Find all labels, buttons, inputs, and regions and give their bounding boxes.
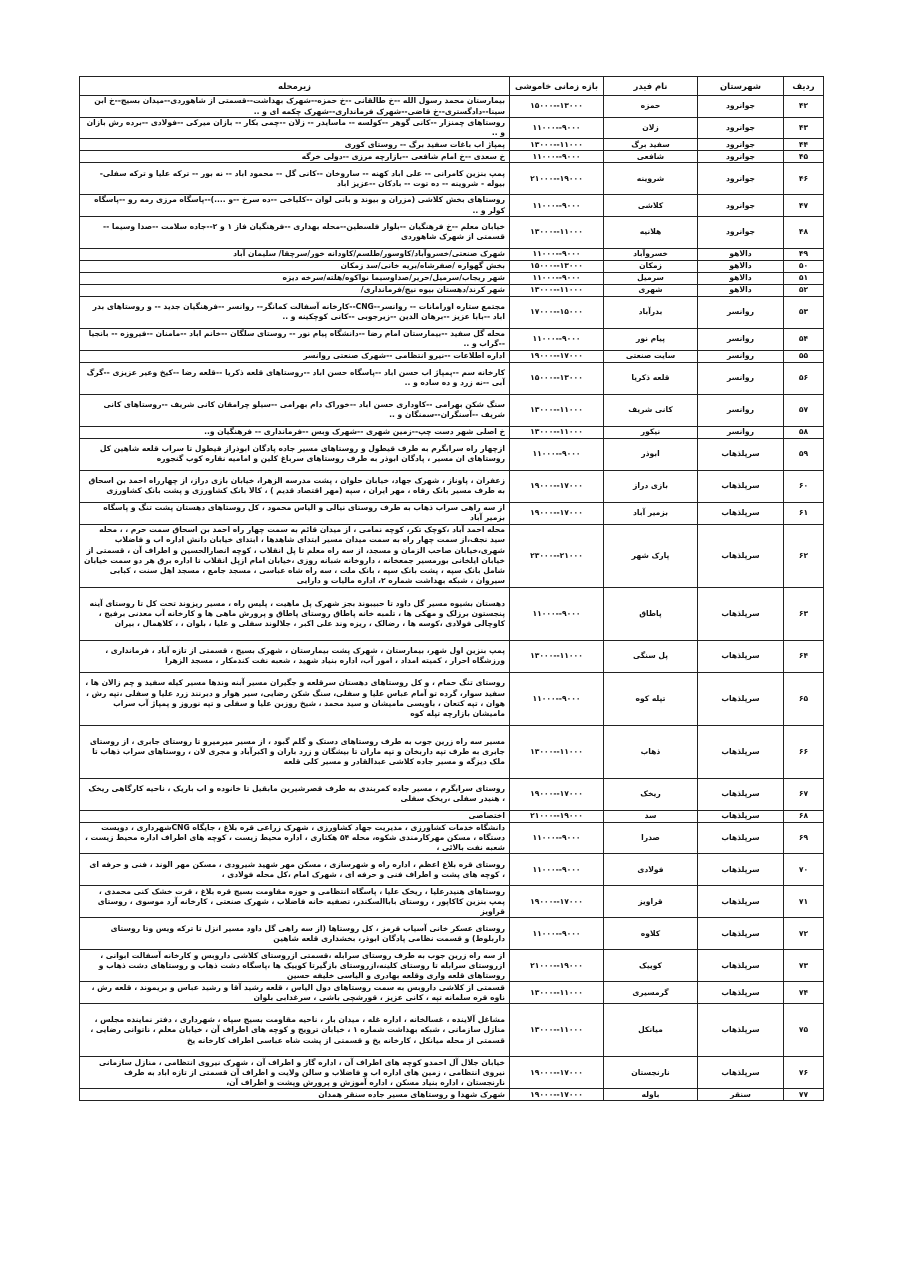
city-cell: سرپلذهاب [698, 918, 784, 950]
feeder-cell: سد [604, 810, 698, 822]
row-number: ۷۳ [784, 950, 824, 982]
city-cell: سرپلذهاب [698, 502, 784, 524]
zone-cell: روستای قره بلاغ اعظم ، اداره راه و شهرسازی ، مسکن مهر شهید شیرودی ، مسکن مهر الوند ، فنی و حرفه ای ، کوچه های پشت و اطراف فنی و حرفه ای ، شهرک امام ،کل محله فولادی ، [80, 854, 510, 886]
city-cell: جوانرود [698, 151, 784, 163]
city-cell: سرپلذهاب [698, 587, 784, 640]
feeder-cell: سفید برگ [604, 139, 698, 151]
time-range-cell: ۹۰۰۰--۱۱۰۰۰ [510, 118, 604, 139]
table-row [80, 284, 824, 296]
city-cell: سرپلذهاب [698, 810, 784, 822]
time-range-cell: ۱۱۰۰۰--۱۳۰۰۰ [510, 1004, 604, 1057]
row-number: ۵۵ [784, 350, 824, 362]
row-number: ۵۳ [784, 296, 824, 328]
row-number: ۷۱ [784, 886, 824, 918]
row-number: ۶۹ [784, 822, 824, 854]
zone-cell: سنگ شکن بهرامی --کاوداری حسن اباد --خوراک دام بهرامی --سیلو چرامقان کانی شریف --روستاهای کانی شریف --آسنگران--سمنگان و .. [80, 394, 510, 426]
row-number: ۴۲ [784, 96, 824, 118]
zone-cell: شهرک صنعتی/خسروآباد/کاوسور/طلسم/کاودانه خور/سرچقا/ سلیمان آباد [80, 248, 510, 260]
table-row [80, 438, 824, 470]
row-number: ۶۴ [784, 640, 824, 672]
zone-cell: اداره اطلاعات --نیرو انتظامی --شهرک صنعتی روانسر [80, 350, 510, 362]
feeder-cell: باوله [604, 1089, 698, 1101]
zone-cell: خیابان معلم --خ فرهنگیان --بلوار فلسطین--محله بهداری --فرهنگیان فاز ۱ و ۲--جاده سلامت --صدا وسیما --قسمتی از شهرک شاهوردی [80, 216, 510, 248]
row-number: ۵۷ [784, 394, 824, 426]
feeder-cell: زمکان [604, 260, 698, 272]
header-radif: ردیف [784, 77, 824, 96]
table-row [80, 810, 824, 822]
row-number: ۴۷ [784, 195, 824, 216]
time-range-cell: ۹۰۰۰--۱۱۰۰۰ [510, 195, 604, 216]
table-row [80, 918, 824, 950]
time-range-cell: ۱۱۰۰۰--۱۳۰۰۰ [510, 640, 604, 672]
city-cell: سرپلذهاب [698, 725, 784, 778]
zone-cell: محله احمد آباد ،کوچک تکر، کوچه نمامی ، از میدان قائم به سمت چهار راه احمد بن اسحاق سمت حرم ، ، محله سید نجف،از سمت چهار راه به سمت میدان مسیر ابتدای شاهدها ، ابتدای خیابان دانش اداره اب و فاضلاب شهری،خیابان صاحب الزمان و مسجد، از سه راه معلم تا پل انقلاب ، کوچه انصارالحسین و اطراف آن ، قسمتی از خیابان ایلخانی بورمسیر جمعخانه ، داروخانه شبانه روزی ،خیابان امام ازپل انقلاب تا اداره برق هر دو سمت خیابان شامل بانک سپه ، پشت بانک سپه ، بانک ملت ، سه راه شاه عباسی ، مسجد جامع ، مسجد اهل سنت ، کبابی سیروان ، شبکه بهداشت شماره ۲، اداره مالیات و دارایی [80, 524, 510, 587]
table-row [80, 350, 824, 362]
time-range-cell: ۹۰۰۰--۱۱۰۰۰ [510, 672, 604, 725]
row-number: ۴۴ [784, 139, 824, 151]
table-row [80, 260, 824, 272]
row-number: ۷۴ [784, 982, 824, 1004]
row-number: ۴۳ [784, 118, 824, 139]
table-row [80, 502, 824, 524]
feeder-cell: هلانیه [604, 216, 698, 248]
time-range-cell: ۹۰۰۰--۱۱۰۰۰ [510, 151, 604, 163]
table-row [80, 470, 824, 502]
header-feeder: نام فیدر [604, 77, 698, 96]
time-range-cell: ۱۱۰۰۰--۱۳۰۰۰ [510, 725, 604, 778]
row-number: ۵۸ [784, 426, 824, 438]
zone-cell: دهستان بشیوه مسیر گل داود تا حبیبوند بجز شهرک پل ماهیت ، پلیس راه ، مسیر ریزوند تحت کل تا روستای آینه پنجستون برزلک و مهکی ها ، تلمبه خانه پاطاق روستای پاطاق و پرورش ماهی ها و کارخانه آب معدنی برفیج ، کاوچالی فولادی ،کوسه ها ، رضالک ، ریزه وند علی اکبر ، جلالوند سفلی و علیا ، بلوان ، ، کلاهمال ، بیران [80, 587, 510, 640]
zone-cell: از سه راهی سراب ذهاب به طرف روستای نیالی و الیاس محمود ، کل روستاهای دهستان پشت تنگ و پاسگاه بزمیر آباد [80, 502, 510, 524]
header-row [80, 77, 824, 96]
city-cell: سرپلذهاب [698, 1004, 784, 1057]
feeder-cell: کانی شریف [604, 394, 698, 426]
feeder-cell: صدرا [604, 822, 698, 854]
zone-cell: قسمتی از کلاشی داروبس به سمت روستاهای دول الیاس ، قلعه رشید آقا و رشید عباس و بریموند ، قلعه رش ، ناوه قره سلمانه تپه ، کانی عزیز ، قورشچی باشی ، سرغدابی بلوان [80, 982, 510, 1004]
table-row [80, 950, 824, 982]
zone-cell: دانشگاه خدمات کشاورزی ، مدیریت جهاد کشاورزی ، شهرک زراعی قره بلاغ ، جایگاه CNGشهرداری ، دویست دستگاه ، مسکن مهرکارمندی شکوه، محله ۵۴ هکتاری ، اداره محیط زیست ، کوچه های اطراف اداره محیط زیست ، شعبه نفت بالائی ، [80, 822, 510, 854]
feeder-cell: نیکور [604, 426, 698, 438]
feeder-cell: گرمسیری [604, 982, 698, 1004]
feeder-cell: بزمیر آباد [604, 502, 698, 524]
time-range-cell: ۹۰۰۰--۱۱۰۰۰ [510, 248, 604, 260]
feeder-cell: شروینه [604, 163, 698, 195]
zone-cell: مجتمع ستاره اورامانات -- روانسر--CNG--کارخانه آسفالت کمانگر-- روانسر --فرهنگیان جدید -- و روستاهای بدر اباد --بابا عزیز --برهان الدین --زیرجوبی --کانی کوچکینه و .. [80, 296, 510, 328]
table-row [80, 640, 824, 672]
zone-cell: از سه راه زرین جوب به طرف روستای سرابله ،قسمتی ازروستای کلاشی داروبس و کارخانه آسفالت ابوانی ، ازروستای سرابله تا روستای کلینه،ازروستای بازگیرتا کوییک ها ،پاسگاه دشت ذهاب و روستاهای دشت ذهاب و روستاهای قلعه واری وقلعه بهادری و الیاسی خلیفه حسین [80, 950, 510, 982]
time-range-cell: ۱۷۰۰۰--۱۹۰۰۰ [510, 470, 604, 502]
table-row [80, 524, 824, 587]
zone-cell: شهر ریجاب/سرمیل/حریر/صداوسیما نواکوه/هلته/سرخه دیزه [80, 272, 510, 284]
table-row [80, 822, 824, 854]
zone-cell: پمپاژ اب باغات سفید برگ -- روستای کوری [80, 139, 510, 151]
time-range-cell: ۱۷۰۰۰--۱۹۰۰۰ [510, 1089, 604, 1101]
zone-cell: ازچهار راه سرابگرم به طرف قیطول و روستاهای مسیر جاده پادگان ابوذراز قیطول تا سراب قلعه شاهین کل روستاهای ان مسیر ، پادگان ابوذر به طرف روستاهای سرباغ کلین و امامیه نقاره کوب گنجوره [80, 438, 510, 470]
time-range-cell: ۱۳۰۰۰--۱۵۰۰۰ [510, 260, 604, 272]
table-row [80, 394, 824, 426]
time-range-cell: ۱۷۰۰۰--۱۹۰۰۰ [510, 1057, 604, 1089]
zone-cell: بخش گهواره /صفرشاه/بریه خانی/سد زمکان [80, 260, 510, 272]
feeder-cell: سرمیل [604, 272, 698, 284]
zone-cell: خیابان جلال آل احمدو کوچه های اطراف آن ، اداره گاز و اطراف آن ، شهرک نیروی انتظامی ، منازل سازمانی نیروی انتظامی ، زمین های اداره اب و فاضلاب و سالن ولایت و اطراف آن قسمتی از تازه اباد به طرف نارنجستان ، اداره بنیاد مسکن ، اداره آموزش و پرورش وپشت و اطراف آن، [80, 1057, 510, 1089]
table-row [80, 248, 824, 260]
table-row [80, 163, 824, 195]
table-row [80, 362, 824, 394]
zone-cell: خ اصلی شهر دست چپ--زمین شهری --شهرک وبس --فرمانداری -- فرهنگیان و.. [80, 426, 510, 438]
zone-cell: اختصاصی [80, 810, 510, 822]
city-cell: جوانرود [698, 96, 784, 118]
zone-cell: مشاغل آلاینده ، غسالخانه ، اداره غله ، میدان بار ، ناحیه مقاومت بسیج سپاه ، شهرداری ، دفتر نماینده مجلس ، منازل سازمانی ، شبکه بهداشت شماره ۱ ، خیابان ترویج و کوچه های اطراف آن ، خیابان معلم ، ناتوانی رضایی ، قسمتی از محله میانکل ، کارخانه یخ و قسمتی از پشت شاه عباسی اطراف کارخانه یخ [80, 1004, 510, 1057]
time-range-cell: ۲۱۰۰۰--۲۳۰۰۰ [510, 524, 604, 587]
city-cell: روانسر [698, 426, 784, 438]
feeder-cell: بدرآباد [604, 296, 698, 328]
time-range-cell: ۱۱۰۰۰--۱۳۰۰۰ [510, 394, 604, 426]
feeder-cell: شهری [604, 284, 698, 296]
time-range-cell: ۱۱۰۰۰--۱۳۰۰۰ [510, 216, 604, 248]
zone-cell: روستاهای هنیدرعلیا ، ریخک علیا ، پاسگاه انتظامی و حوزه مقاومت بسیج قره بلاغ ، قرت خشک کنی محمدی ، پمپ بنزین کاکاپور ، روستای باباالسکندر، تصفیه خانه فاضلاب ، شهرک صنعتی ، کارخانه آرد موسوی ، روستای قراویز [80, 886, 510, 918]
feeder-cell: کلاوه [604, 918, 698, 950]
feeder-cell: قراویز [604, 886, 698, 918]
feeder-cell: سایت صنعتی [604, 350, 698, 362]
table-row [80, 672, 824, 725]
city-cell: جوانرود [698, 216, 784, 248]
city-cell: روانسر [698, 394, 784, 426]
city-cell: سرپلذهاب [698, 470, 784, 502]
outage-schedule-sheet [80, 76, 824, 1101]
time-range-cell: ۹۰۰۰--۱۱۰۰۰ [510, 854, 604, 886]
feeder-cell: پل سنگی [604, 640, 698, 672]
time-range-cell: ۱۹۰۰۰--۲۱۰۰۰ [510, 810, 604, 822]
city-cell: جوانرود [698, 163, 784, 195]
city-cell: سرپلذهاب [698, 854, 784, 886]
feeder-cell: قلعه ذکریا [604, 362, 698, 394]
time-range-cell: ۹۰۰۰--۱۱۰۰۰ [510, 328, 604, 350]
city-cell: سرپلذهاب [698, 672, 784, 725]
header-shahrestan: شهرستان [698, 77, 784, 96]
feeder-cell: شافعی [604, 151, 698, 163]
table-row [80, 725, 824, 778]
city-cell: دالاهو [698, 284, 784, 296]
zone-cell: پمپ بنزین کامرانی -- علی اباد کهنه -- ساروخان --کانی گل -- محمود اباد -- نه بور -- ترکه علیا و ترکه سفلی- بیوله - شروینه -- ده توت -- بادکان --عزیز اباد [80, 163, 510, 195]
zone-cell: خ سعدی --خ امام شافعی --بازارچه مرزی --دولی خرگه [80, 151, 510, 163]
row-number: ۶۷ [784, 778, 824, 810]
feeder-cell: ابوذر [604, 438, 698, 470]
row-number: ۴۸ [784, 216, 824, 248]
city-cell: روانسر [698, 296, 784, 328]
table-row [80, 1004, 824, 1057]
time-range-cell: ۱۹۰۰۰--۲۱۰۰۰ [510, 163, 604, 195]
row-number: ۵۱ [784, 272, 824, 284]
table-row [80, 272, 824, 284]
city-cell: روانسر [698, 328, 784, 350]
zone-cell: زعفران ، پاوناز ، شهرک جهاد، خیابان حلوان ، پشت مدرسه الزهرا، خیابان بازی دراز، از چهارراه احمد بن اسحاق به طرف مسیر بانک رفاه ، مهر ایران ، سپه (مهر اقتصاد قدیم ) ، کالا بانک کشاورزی و پشت بانک کشاورزی [80, 470, 510, 502]
row-number: ۷۲ [784, 918, 824, 950]
zone-cell: روستای تنگ حمام ، و کل روستاهای دهستان سرقلعه و جگیران مسیر آبنه وندها مسیر کیله سفید و چم زالان ها ، سفید سوار، گرده تو آمام عباس علیا و سفلی، سنگ شکن رضایی، سیر هوار و دبرنند زرد علیا و سفلی ،تپه رش ، هوان ، تپه کتعان ، باویسی مامیشان و سید محمد ، شیخ روزبن علیا و سفلی و تپه نوروز و پمپاژ آب سراب مامیشان بازارچه تپله کوه [80, 672, 510, 725]
table-row [80, 216, 824, 248]
table-row [80, 1057, 824, 1089]
time-range-cell: ۱۷۰۰۰--۱۹۰۰۰ [510, 502, 604, 524]
time-range-cell: ۱۱۰۰۰--۱۳۰۰۰ [510, 982, 604, 1004]
feeder-cell: بازی دراز [604, 470, 698, 502]
row-number: ۵۶ [784, 362, 824, 394]
zone-cell: روستای عسکر خانی آسیاب قرمز ، کل روستاها (از سه راهی گل داود مسیر انزل تا ترکه ویس وتا روستای داربلوط) و قسمت نظامی پادگان ابوذر، بخشداری قلعه شاهین [80, 918, 510, 950]
zone-cell: روستاهای چمنزار --کانی گوهر --کولسه -- ماسایدر -- زلان --چمی بکار -- بازان میرکی --فولادی --برده رش بازان و .. [80, 118, 510, 139]
table-row [80, 854, 824, 886]
zone-cell: کارخانه سم --پمپاژ اب حسن اباد --پاسگاه حسن اباد --روستاهای قلعه ذکریا --قلعه رضا --کیخ وعیر عزیزی --گرگ آبی --نه زرد و ده ساده و .. [80, 362, 510, 394]
zone-cell: مسیر سه راه زرین جوب به طرف روستاهای دستک و گلم گبود ، از مسیر میرمیرو تا روستای جابری ، از روستای جابری به طرف تپه داربخان و تپه ماران تا بیشگان و زرد باران و اکبرآباد و مجری لان ، روستاهای سراب ذهاب تا ملک دیزگه و مسیر جاده کلاشی عبدالقادر و مسیر کلی قلعه [80, 725, 510, 778]
time-range-cell: ۹۰۰۰--۱۱۰۰۰ [510, 438, 604, 470]
table-row [80, 96, 824, 118]
city-cell: سرپلذهاب [698, 982, 784, 1004]
table-row [80, 587, 824, 640]
city-cell: جوانرود [698, 195, 784, 216]
time-range-cell: ۱۱۰۰۰--۱۳۰۰۰ [510, 284, 604, 296]
feeder-cell: ریخک [604, 778, 698, 810]
time-range-cell: ۱۳۰۰۰--۱۵۰۰۰ [510, 96, 604, 118]
row-number: ۶۰ [784, 470, 824, 502]
zone-cell: پمپ بنزین اول شهر، بیمارستان ، شهرک پشت بیمارستان ، شهرک بسیج ، قسمتی از تازه آباد ، فرمانداری ، ورزشگاه احرار ، کمیته امداد ، امور آب، اداره بنیاد شهید ، شعبه نفت کندمکار ، مسجد الزهرا [80, 640, 510, 672]
time-range-cell: ۹۰۰۰--۱۱۰۰۰ [510, 918, 604, 950]
feeder-cell: فولادی [604, 854, 698, 886]
zone-cell: بیمارستان محمد رسول الله --خ طالقانی --خ حمزه--شهرک بهداشت--قسمتی از شاهوردی--میدان بسیج--خ ابن سینا--دادگستری--خ قاضی--شهرک فرمانداری--شهرک چکمه ای و .. [80, 96, 510, 118]
city-cell: دالاهو [698, 272, 784, 284]
table-row [80, 139, 824, 151]
time-range-cell: ۹۰۰۰--۱۱۰۰۰ [510, 272, 604, 284]
time-range-cell: ۱۷۰۰۰--۱۹۰۰۰ [510, 778, 604, 810]
row-number: ۵۲ [784, 284, 824, 296]
city-cell: جوانرود [698, 139, 784, 151]
outage-table [79, 76, 824, 1101]
city-cell: سنقر [698, 1089, 784, 1101]
feeder-cell: حمزه [604, 96, 698, 118]
city-cell: سرپلذهاب [698, 950, 784, 982]
feeder-cell: خسروآباد [604, 248, 698, 260]
city-cell: سرپلذهاب [698, 1057, 784, 1089]
header-zone: زیرمحله [80, 77, 510, 96]
feeder-cell: زلان [604, 118, 698, 139]
zone-cell: شهر کرند/دهستان بیوه نیج/فرمانداری/ [80, 284, 510, 296]
table-row [80, 118, 824, 139]
city-cell: روانسر [698, 362, 784, 394]
city-cell: دالاهو [698, 248, 784, 260]
row-number: ۶۲ [784, 524, 824, 587]
row-number: ۶۵ [784, 672, 824, 725]
feeder-cell: تپله کوه [604, 672, 698, 725]
time-range-cell: ۱۵۰۰۰--۱۷۰۰۰ [510, 296, 604, 328]
zone-cell: روستای سرابگرم ، مسیر جاده کمربندی به طرف قصرشیرین مابقیل تا خانوده و اب باریک ، ناحیه کارگاهی ریخک ، هنیدر سفلی ،ریخک سفلی [80, 778, 510, 810]
feeder-cell: پیام نور [604, 328, 698, 350]
city-cell: سرپلذهاب [698, 524, 784, 587]
feeder-cell: نارنجستان [604, 1057, 698, 1089]
time-range-cell: ۱۷۰۰۰--۱۹۰۰۰ [510, 350, 604, 362]
row-number: ۶۳ [784, 587, 824, 640]
city-cell: سرپلذهاب [698, 438, 784, 470]
row-number: ۷۰ [784, 854, 824, 886]
feeder-cell: میانکل [604, 1004, 698, 1057]
zone-cell: محله گل سفید --بیمارستان امام رضا --دانشگاه پیام نور -- روستای سلگان --خانم اباد --مامنان --فیروزه -- بانجیا --گراب و .. [80, 328, 510, 350]
table-row [80, 426, 824, 438]
row-number: ۶۸ [784, 810, 824, 822]
header-time: بازه زمانی خاموشی [510, 77, 604, 96]
table-row [80, 151, 824, 163]
row-number: ۵۰ [784, 260, 824, 272]
city-cell: سرپلذهاب [698, 822, 784, 854]
city-cell: دالاهو [698, 260, 784, 272]
time-range-cell: ۱۱۰۰۰--۱۳۰۰۰ [510, 426, 604, 438]
city-cell: جوانرود [698, 118, 784, 139]
row-number: ۷۶ [784, 1057, 824, 1089]
time-range-cell: ۱۷۰۰۰--۱۹۰۰۰ [510, 886, 604, 918]
time-range-cell: ۱۹۰۰۰--۲۱۰۰۰ [510, 950, 604, 982]
city-cell: سرپلذهاب [698, 778, 784, 810]
zone-cell: شهرک شهدا و روستاهای مسیر جاده سنقر همدان [80, 1089, 510, 1101]
feeder-cell: کلاشی [604, 195, 698, 216]
row-number: ۷۷ [784, 1089, 824, 1101]
zone-cell: روستاهای بخش کلاشی (مزران و بیوند و بانی لوان --کلیاخی --ده سرخ --و ....)--پاسگاه مرزی رمه رو --پاسگاه کولر و .. [80, 195, 510, 216]
row-number: ۶۶ [784, 725, 824, 778]
table-row [80, 886, 824, 918]
feeder-cell: پاطاق [604, 587, 698, 640]
table-row [80, 328, 824, 350]
time-range-cell: ۹۰۰۰--۱۱۰۰۰ [510, 587, 604, 640]
feeder-cell: کوییک [604, 950, 698, 982]
row-number: ۴۵ [784, 151, 824, 163]
table-row [80, 778, 824, 810]
feeder-cell: ذهاب [604, 725, 698, 778]
table-row [80, 296, 824, 328]
table-row [80, 982, 824, 1004]
table-row [80, 195, 824, 216]
feeder-cell: پارک شهر [604, 524, 698, 587]
city-cell: سرپلذهاب [698, 886, 784, 918]
row-number: ۴۶ [784, 163, 824, 195]
time-range-cell: ۹۰۰۰--۱۱۰۰۰ [510, 822, 604, 854]
city-cell: روانسر [698, 350, 784, 362]
table-row [80, 1089, 824, 1101]
city-cell: سرپلذهاب [698, 640, 784, 672]
row-number: ۵۹ [784, 438, 824, 470]
time-range-cell: ۱۳۰۰۰--۱۵۰۰۰ [510, 362, 604, 394]
row-number: ۶۱ [784, 502, 824, 524]
row-number: ۷۵ [784, 1004, 824, 1057]
row-number: ۵۴ [784, 328, 824, 350]
row-number: ۴۹ [784, 248, 824, 260]
time-range-cell: ۱۱۰۰۰--۱۳۰۰۰ [510, 139, 604, 151]
